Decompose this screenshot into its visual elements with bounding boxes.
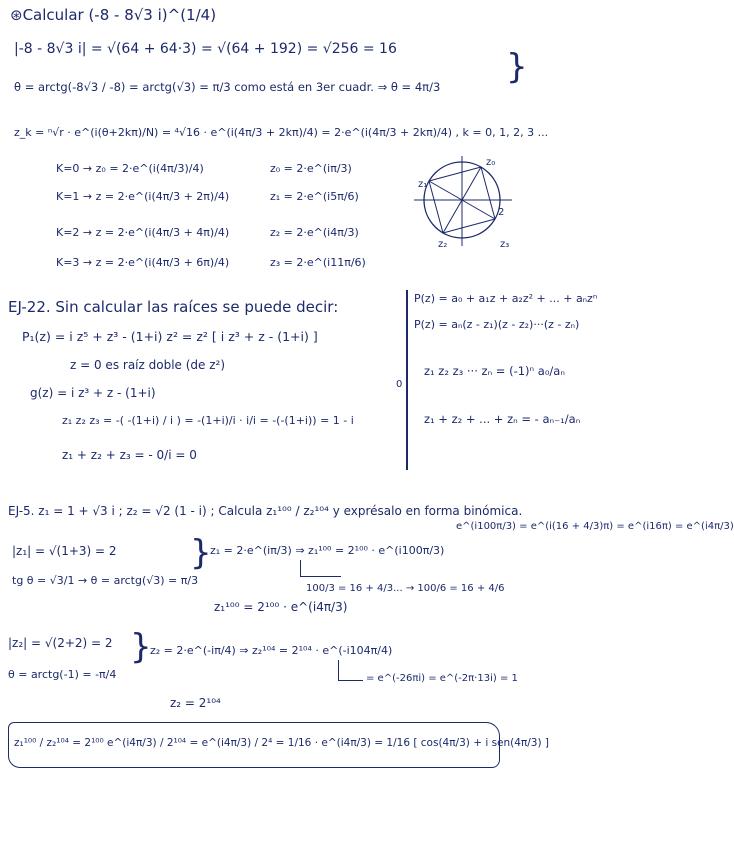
radius-z3	[462, 200, 495, 219]
root-k3: K=3 → z = 2·e^(i(4π/3 + 6π)/4)	[56, 256, 230, 269]
z1-modulus: |z₁| = √(1+3) = 2	[12, 544, 117, 558]
z2-argument: θ = arctg(-1) = -π/4	[8, 668, 117, 681]
root-formula-line: z_k = ⁿ√r · e^(i(θ+2kπ)/N) = ⁴√16 · e^(i(4π/3 + 2kπ)/4) = 2·e^(i(4π/3 + 2kπ)/4) , k = 0, 1, 2, 3 ...	[14, 126, 549, 139]
modulus-line: |-8 - 8√3 i| = √(64 + 64·3) = √(64 + 192) = √256 = 16	[14, 41, 397, 57]
z2-exponent-simplify: = e^(-26πi) = e^(-2π·13i) = 1	[366, 673, 518, 684]
z2-power-result: z₂ = 2¹⁰⁴	[170, 696, 221, 710]
final-result: z₁¹⁰⁰ / z₂¹⁰⁴ = 2¹⁰⁰ e^(i4π/3) / 2¹⁰⁴ = e^(i4π/3) / 2⁴ = 1/16 · e^(i4π/3) = 1/16 [ cos(4π/3) + i sen(4π/3) ]	[14, 737, 550, 749]
margin-mark: 0	[396, 379, 403, 390]
general-polynomial: P(z) = a₀ + a₁z + a₂z² + ... + aₙzⁿ	[414, 292, 598, 305]
radius-z0	[462, 167, 481, 200]
z1-exponential: z₁ = 2·e^(iπ/3) ⇒ z₁¹⁰⁰ = 2¹⁰⁰ · e^(i100π/3)	[210, 544, 445, 557]
argument-line: θ = arctg(-8√3 / -8) = arctg(√3) = π/3 como está en 3er cuadr. ⇒ θ = 4π/3	[14, 80, 441, 94]
exercise-title-roots: ⊛Calcular (-8 - 8√3 i)^(1/4)	[10, 6, 217, 24]
root-k2-result: z₂ = 2·e^(i4π/3)	[270, 226, 359, 239]
z1-exponent-simplify: e^(i100π/3) = e^(i(16 + 4/3)π) = e^(i16π) = e^(i4π/3)	[456, 521, 734, 532]
double-root-line: z = 0 es raíz doble (de z²)	[70, 358, 226, 372]
z2-modulus: |z₂| = √(2+2) = 2	[8, 636, 113, 650]
vieta-product: z₁ z₂ z₃ ··· zₙ = (-1)ⁿ a₀/aₙ	[424, 364, 565, 378]
z1-argument: tg θ = √3/1 → θ = arctg(√3) = π/3	[12, 574, 199, 587]
root-k0: K=0 → z₀ = 2·e^(i(4π/3)/4)	[56, 162, 204, 175]
root-k3-result: z₃ = 2·e^(i11π/6)	[270, 256, 366, 269]
exercise-5-title: EJ-5. z₁ = 1 + √3 i ; z₂ = √2 (1 - i) ; Calcula z₁¹⁰⁰ / z₂¹⁰⁴ y exprésalo en forma binómica.	[8, 504, 523, 518]
diagram-label-z1: z₁	[418, 179, 428, 190]
exercise-22-title: EJ-22. Sin calcular las raíces se puede decir:	[8, 298, 339, 316]
roots-circle-diagram	[410, 150, 520, 250]
diagram-label-2: 2	[498, 207, 505, 218]
polynomial-line: P₁(z) = i z⁵ + z³ - (1+i) z² = z² [ i z³ + z - (1+i) ]	[22, 329, 318, 344]
section1-brace: }	[506, 47, 528, 87]
root-k2: K=2 → z = 2·e^(i(4π/3 + 4π)/4)	[56, 226, 230, 239]
z1-reduce-arrow	[300, 560, 341, 577]
z2-reduce-arrow	[338, 660, 363, 681]
g-polynomial-line: g(z) = i z³ + z - (1+i)	[30, 386, 156, 400]
z2-brace: }	[130, 627, 152, 667]
product-roots-line: z₁ z₂ z₃ = -( -(1+i) / i ) = -(1+i)/i · i/i = -(-(1+i)) = 1 - i	[62, 414, 354, 427]
root-k1-result: z₁ = 2·e^(i5π/6)	[270, 190, 359, 203]
radius-z2	[443, 200, 462, 233]
z1-brace: }	[190, 533, 212, 573]
factored-polynomial: P(z) = aₙ(z - z₁)(z - z₂)···(z - zₙ)	[414, 318, 580, 331]
root-k1: K=1 → z = 2·e^(i(4π/3 + 2π)/4)	[56, 190, 230, 203]
diagram-label-z0: z₀	[486, 157, 496, 168]
vieta-sum: z₁ + z₂ + ... + zₙ = - aₙ₋₁/aₙ	[424, 412, 581, 426]
z2-exponential: z₂ = 2·e^(-iπ/4) ⇒ z₂¹⁰⁴ = 2¹⁰⁴ · e^(-i104π/4)	[150, 644, 393, 657]
root-k0-result: z₀ = 2·e^(iπ/3)	[270, 162, 352, 175]
z1-reduction: 100/3 = 16 + 4/3... → 100/6 = 16 + 4/6	[306, 583, 505, 594]
sum-roots-line: z₁ + z₂ + z₃ = - 0/i = 0	[62, 448, 197, 462]
diagram-label-z2: z₂	[438, 239, 448, 250]
diagram-label-z3: z₃	[500, 239, 510, 250]
section2-divider	[406, 290, 408, 470]
z1-power-result: z₁¹⁰⁰ = 2¹⁰⁰ · e^(i4π/3)	[214, 600, 348, 614]
radius-z1	[429, 181, 462, 200]
